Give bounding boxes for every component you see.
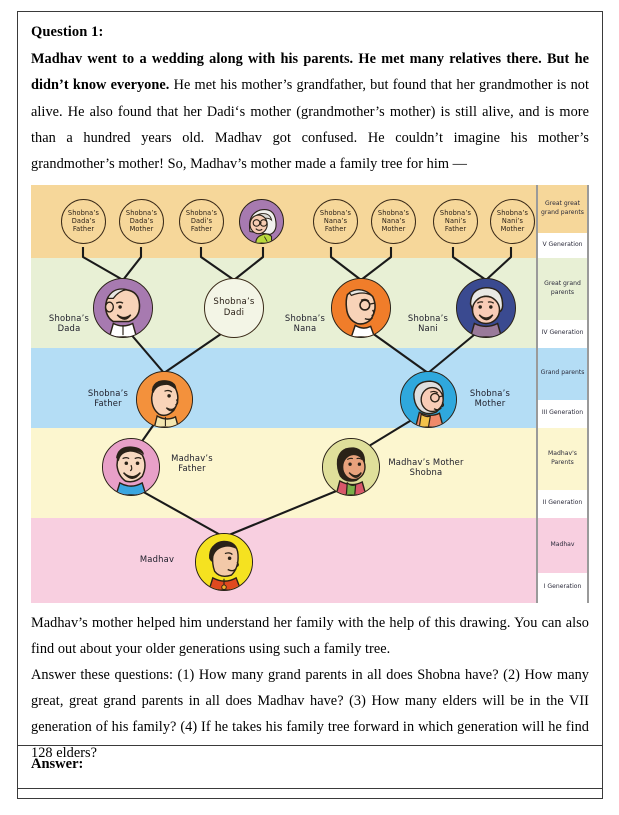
caption-shobnas-mother-l2: Mother [474, 398, 506, 409]
legend-relation-gen4-text: Great grand parents [544, 280, 581, 296]
caption-madhav-l1: Madhav [139, 553, 175, 564]
caption-shobnas-nana [277, 313, 333, 335]
family-tree-figure [31, 185, 589, 603]
node-gen5-3-line3: Father [190, 225, 213, 234]
caption-madhavs-mother-l1: Madhav’s Mother [388, 456, 464, 467]
node-gen1-madhav [195, 533, 253, 591]
node-gen5-1-line3: Father [72, 225, 95, 234]
caption-shobnas-nani-l1: Shobna’s [407, 312, 449, 323]
caption-shobnas-mother-l1: Shobna’s [469, 387, 511, 398]
node-gen5-5 [313, 199, 358, 244]
caption-shobnas-nana-l1: Shobna’s [284, 312, 326, 323]
legend-generation-2: II Generation [538, 490, 587, 518]
answer-label: Answer: [31, 756, 84, 772]
node-gen5-1-line2: Dada’s [71, 217, 96, 226]
question-body [31, 46, 589, 176]
caption-shobnas-dada-l1: Shobna’s [48, 312, 90, 323]
generation-legend [536, 185, 589, 603]
caption-shobnas-father-l1: Shobna’s [87, 387, 129, 398]
node-shobnas-dadi-l2: Dadi [223, 307, 245, 318]
question-heading: Question 1: [31, 24, 104, 40]
question-bold-lead: Madhav went to a wedding along with his parents. He met many relatives there. But he didn’t know everyone. [31, 51, 589, 94]
node-gen5-2-line1: Shobna’s [125, 209, 158, 217]
node-gen5-6-line1: Shobna’s [377, 209, 410, 217]
node-gen5-8 [490, 199, 535, 244]
caption-madhavs-mother-shobna [378, 457, 474, 479]
legend-generation-5: V Generation [538, 233, 587, 258]
node-gen5-3 [179, 199, 224, 244]
node-gen2-madhavs-mother-shobna [322, 438, 380, 496]
node-gen5-4-portrait [239, 199, 284, 244]
node-gen5-7 [433, 199, 478, 244]
legend-relation-gen5-text: Great great grand parents [541, 200, 584, 216]
node-gen5-8-line3: Mother [500, 225, 525, 234]
father-face-icon [137, 372, 192, 427]
node-gen5-5-line1: Shobna’s [319, 209, 352, 217]
caption-madhav [126, 554, 188, 565]
node-gen5-3-line2: Dadi’s [190, 217, 213, 226]
node-gen5-2 [119, 199, 164, 244]
caption-madhavs-mother-l2: Shobna [409, 467, 443, 478]
caption-shobnas-nana-l2: Nana [293, 323, 317, 334]
node-gen5-5-line3: Father [324, 225, 347, 234]
caption-shobnas-father [79, 388, 137, 410]
caption-shobnas-nani [399, 313, 457, 335]
node-gen3-shobnas-father [136, 371, 193, 428]
madhav-face-icon [196, 534, 252, 590]
node-gen5-6-line2: Nana’s [381, 217, 406, 226]
question-body-text: He met his mother’s grandfather, but found that her grandmother is not alive. He also found that her Dadi‘s mother (grandmother’s mother) is still alive, and is more than a hundred years old. Madhav got confused. He couldn’t imagine his mother’s grandmother’s mother! So, Madhav’s mother made a family tree for him — [31, 77, 589, 172]
sub-questions-paragraph: Answer these questions: (1) How many grand parents in all does Shobna have? (2) How many great, great grand parents in all does Madhav have? (3) How many elders will be in the VII generation of his family? (4) If he takes his family tree forward in which generation will he find 128 elders? [31, 666, 589, 761]
caption-shobnas-father-l2: Father [94, 398, 122, 409]
caption-shobnas-nani-l2: Nani [418, 323, 438, 334]
legend-relation-gen4 [538, 258, 587, 320]
legend-relation-gen1-text: Madhav [550, 540, 575, 548]
node-gen5-2-line3: Mother [129, 225, 154, 234]
answer-box[interactable] [17, 745, 603, 789]
node-gen5-7-line1: Shobna’s [439, 209, 472, 217]
node-gen5-8-line2: Nani’s [501, 217, 524, 226]
node-gen5-1 [61, 199, 106, 244]
legend-relation-gen5 [538, 185, 587, 233]
node-gen4-shobnas-nani [456, 278, 516, 338]
node-gen5-6-line3: Mother [381, 225, 406, 234]
node-shobnas-dadi-l1: Shobna’s [213, 297, 255, 308]
caption-madhavs-father-l2: Father [178, 463, 206, 474]
madhavs-father-face-icon [103, 439, 159, 495]
old-man-face-icon [94, 279, 152, 337]
legend-relation-gen3 [538, 348, 587, 400]
node-gen4-shobnas-dadi [204, 278, 264, 338]
mother-face-icon [401, 372, 456, 427]
legend-relation-gen2-text: Madhav's Parents [548, 450, 577, 466]
caption-shobnas-mother [459, 388, 521, 410]
legend-generation-3: III Generation [538, 400, 587, 428]
node-gen5-1-line1: Shobna’s [67, 209, 100, 217]
node-gen3-shobnas-mother [400, 371, 457, 428]
caption-madhavs-father [161, 453, 223, 475]
legend-relation-gen1 [538, 518, 587, 573]
node-gen5-6 [371, 199, 416, 244]
legend-relation-gen3-text: Grand parents [540, 369, 585, 377]
node-gen5-7-line2: Nani’s [444, 217, 467, 226]
node-gen5-5-line2: Nana’s [323, 217, 348, 226]
caption-shobnas-dada-l2: Dada [57, 323, 81, 334]
node-gen2-madhavs-father [102, 438, 160, 496]
node-gen5-7-line3: Father [444, 225, 467, 234]
legend-generation-1: I Generation [538, 573, 587, 603]
node-gen4-shobnas-nana [331, 278, 391, 338]
grandmother-face-icon [457, 279, 515, 337]
old-woman-face-icon [240, 200, 283, 243]
caption-madhavs-father-l1: Madhav’s [171, 452, 213, 463]
node-gen5-3-line1: Shobna’s [185, 209, 218, 217]
grandfather-face-icon [332, 279, 390, 337]
node-gen5-2-line2: Dada’s [129, 217, 154, 226]
node-gen5-8-line1: Shobna’s [496, 209, 529, 217]
node-gen4-shobnas-dada [93, 278, 153, 338]
legend-generation-4: IV Generation [538, 320, 587, 348]
caption-shobnas-dada [41, 313, 97, 335]
legend-relation-gen2 [538, 428, 587, 490]
post-figure-paragraph: Madhav’s mother helped him understand her family with the help of this drawing. You can also find out about your older generations using such a family tree. [31, 614, 589, 657]
shobna-face-icon [323, 439, 379, 495]
question-box [17, 11, 603, 799]
